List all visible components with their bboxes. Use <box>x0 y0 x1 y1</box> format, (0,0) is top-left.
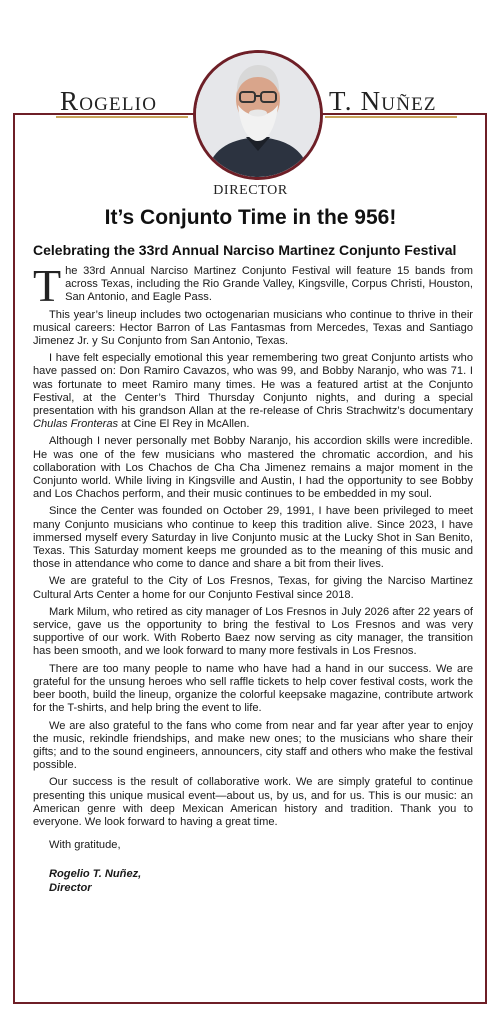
closing-line: With gratitude, <box>49 839 121 852</box>
paragraph-3: I have felt especially emotional this year remembering two great Conjunto artists who have passed on: Don Ramiro Cavazos, who was 99, and Bobby Naranjo, who was 71. I was fortunate to meet Ramiro many times. He was a featured artist at the Conjunto Festival, at the Center’s Third Thursday Conjunto nights, and during a special presentation with his grandson Allan at the re-release of Chris Strachwitz’s documentary Chulas Fronteras at Cine El Rey in McAllen. <box>33 352 473 431</box>
article-body <box>33 260 473 895</box>
director-label: DIRECTOR <box>213 183 288 198</box>
header-first-name: Rogelio <box>60 86 158 116</box>
header-rule-left <box>56 116 188 118</box>
paragraph-9: We are also grateful to the fans who come from near and far year after year to enjoy the music, rekindle friendships, and make new ones; to the musicians who share their gifts; and to the sound engineers, announcers, city staff and others who make the festival possible. <box>33 719 473 772</box>
paragraph-10: Our success is the result of collaborative work. We are simply grateful to continue presenting this unique musical event—about us, by us, and for us. This is our music: an American genre with deep Mexican American history and tradition. Thank you to everyone. We look forward to having a great time. <box>33 776 473 828</box>
header-last-name: T. Nuñez <box>329 86 437 116</box>
signature-title: Director <box>49 881 92 894</box>
article-headline: It’s Conjunto Time in the 956! <box>104 206 397 229</box>
paragraph-2: This year’s lineup includes two octogenarian musicians who continue to thrive in their musical careers: Hector Barron of Las Fantasmas from Mercedes, Texas and Santiago Jimenez Jr. y Su Conjunto from San Antonio, Texas. <box>33 308 473 348</box>
director-portrait <box>193 50 323 180</box>
drop-cap: T <box>33 260 62 311</box>
paragraph-5: Since the Center was founded on October 29, 1991, I have been privileged to meet many Conjunto musicians who continue to keep this tradition alive. Since 2023, I have immersed myself every Saturday in live Conjunto music at the Lucky Shot in San Benito, Texas. This Saturday moment keeps me grounded as to the meaning of this music and those in attendance who come to dance and share a bit from their lives. <box>33 505 473 571</box>
paragraph-1: The 33rd Annual Narciso Martinez Conjunto Festival will feature 15 bands from across Texas, including the Rio Grande Valley, Kingsville, Corpus Christi, Houston, San Antonio, and Eagle Pass. <box>33 260 473 311</box>
film-title: Chulas Fronteras <box>33 418 119 431</box>
paragraph-6: We are grateful to the City of Los Fresnos, Texas, for giving the Narciso Martinez Cultural Arts Center a home for our Conjunto Festival since 2018. <box>33 575 473 601</box>
paragraph-8: There are too many people to name who have had a hand in our success. We are grateful for the unsung heroes who sell raffle tickets to help cover festival costs, work the beer booth, build the lineup, organize the colorful keepsake magazine, contribute artwork for the T-shirts, and help bring the event to life. <box>33 662 473 715</box>
paragraph-4: Although I never personally met Bobby Naranjo, his accordion skills were incredible. He was one of the few musicians who mastered the chromatic accordion, and his collaboration with Los Chachos de Cha Cha Jimenez remains a major moment in the Conjunto world. While living in Kingsville and Austin, I had the opportunity to see Bobby and Los Chachos perform, and their music continues to be embedded in my soul. <box>33 435 473 501</box>
article-subhead: Celebrating the 33rd Annual Narciso Martinez Conjunto Festival <box>33 242 457 258</box>
paragraph-7: Mark Milum, who retired as city manager of Los Fresnos in July 2026 after 22 years of service, gave us the opportunity to bring the festival to Los Fresnos and was very supportive of our work. With Roberto Baez now serving as city manager, the transition has been smooth, and we look forward to many more festivals in Los Fresnos. <box>33 605 473 658</box>
signature <box>33 868 473 895</box>
header-rule-right <box>325 116 457 118</box>
signature-name: Rogelio T. Nuñez, <box>49 868 142 881</box>
